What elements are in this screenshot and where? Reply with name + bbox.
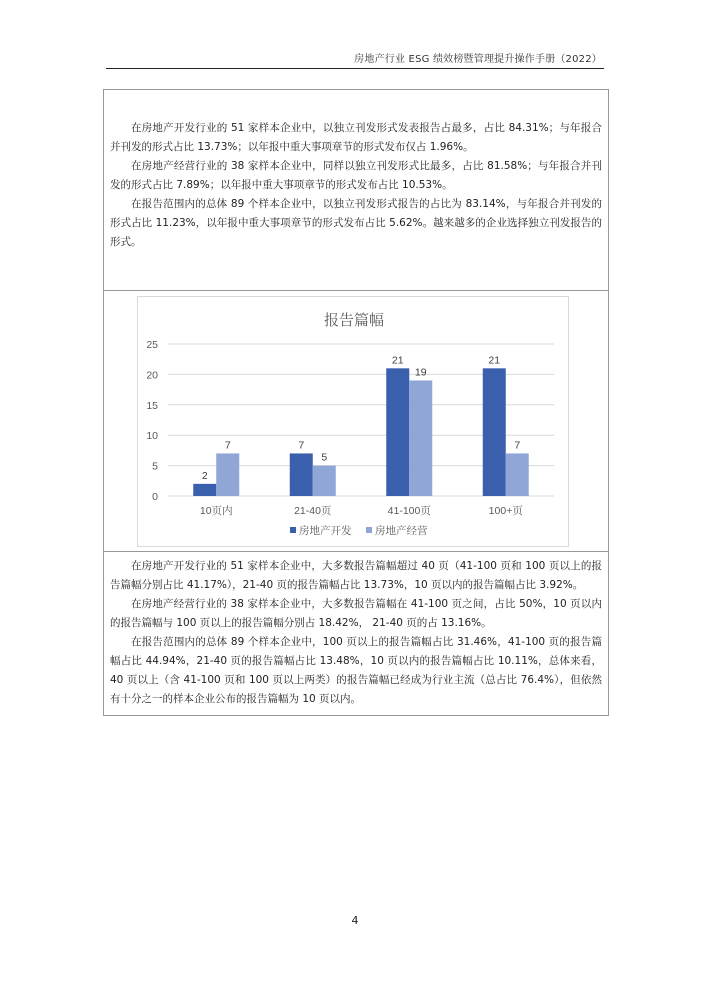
y-tick-label: 15 bbox=[146, 399, 158, 412]
bar-operation bbox=[506, 453, 529, 496]
y-tick-label: 20 bbox=[146, 369, 158, 382]
y-tick-label: 25 bbox=[146, 339, 158, 351]
bar-development bbox=[290, 453, 313, 496]
text-section-publication-form bbox=[103, 89, 609, 291]
bar-development bbox=[386, 368, 409, 496]
bar-development bbox=[483, 368, 506, 496]
data-label: 2 bbox=[201, 469, 208, 482]
x-tick-label: 21-40页 bbox=[294, 505, 332, 517]
bar-operation bbox=[409, 380, 432, 496]
page-number: 4 bbox=[351, 914, 359, 927]
y-tick-label: 10 bbox=[146, 430, 158, 443]
paragraph: 在房地产开发行业的 51 家样本企业中，大多数报告篇幅超过 40 页（41-100 页和 100 页以上的报告篇幅分别占比 41.17%），21-40 页的报告篇幅占比 13.73%，10 页以内的报告篇幅占比 3.92%。 bbox=[110, 560, 602, 591]
legend-label: 房地产经营 bbox=[375, 525, 428, 537]
legend-swatch bbox=[366, 527, 372, 533]
legend-label: 房地产开发 bbox=[299, 525, 352, 537]
paragraph: 在报告范围内的总体 89 个样本企业中，100 页以上的报告篇幅占比 31.46%，41-100 页的报告篇幅占比 44.94%，21-40 页的报告篇幅占比 13.48%，10 页以内的报告篇幅占比 10.11%，总体来看，40 页以上（含 41-100 页和 100 页以上两类）的报告篇幅已经成为行业主流（总占比 76.4%），但依然有十分之一的样本企业公布的报告篇幅为 10 页以内。 bbox=[110, 636, 602, 705]
data-label: 21 bbox=[391, 354, 404, 367]
chart-report-length bbox=[137, 296, 569, 547]
y-tick-label: 0 bbox=[152, 491, 158, 503]
bar-operation bbox=[313, 466, 336, 496]
y-tick-label: 5 bbox=[152, 460, 158, 473]
paragraph: 在房地产开发行业的 51 家样本企业中，以独立刊发形式发表报告占最多，占比 84.31%；与年报合并刊发的形式占比 13.73%；以年报中重大事项章节的形式发布仅占 1.96%。 bbox=[110, 122, 602, 153]
x-tick-label: 41-100页 bbox=[387, 505, 431, 517]
data-label: 5 bbox=[321, 451, 328, 464]
x-tick-label: 10页内 bbox=[199, 505, 233, 517]
chart-title: 报告篇幅 bbox=[323, 312, 385, 329]
paragraph: 在房地产经营行业的 38 家样本企业中，同样以独立刊发形式比最多，占比 81.58%；与年报合并刊发的形式占比 7.89%；以年报中重大事项章节的形式发布占比 10.53%。 bbox=[110, 160, 602, 191]
data-label: 7 bbox=[298, 439, 305, 452]
page-header-title: 房地产行业 ESG 绩效榜暨管理提升操作手册（2022） bbox=[354, 54, 602, 65]
x-tick-label: 100+页 bbox=[488, 505, 523, 517]
data-label: 21 bbox=[488, 354, 501, 367]
paragraph: 在房地产经营行业的 38 家样本企业中，大多数报告篇幅在 41-100 页之间，占比 50%，10 页以内的报告篇幅与 100 页以上的报告篇幅分别占 18.42%， 21-40 页的占 13.16%。 bbox=[110, 598, 602, 629]
legend-swatch bbox=[290, 527, 296, 533]
data-label: 19 bbox=[414, 366, 427, 379]
header-rule bbox=[106, 68, 604, 69]
data-label: 7 bbox=[514, 439, 521, 452]
bar-development bbox=[193, 484, 216, 496]
text-section-report-length bbox=[103, 551, 609, 716]
data-label: 7 bbox=[224, 439, 231, 452]
bar-operation bbox=[216, 453, 239, 496]
bar-chart bbox=[138, 297, 570, 548]
paragraph: 在报告范围内的总体 89 个样本企业中，以独立刊发形式报告的占比为 83.14%，与年报合并刊发的形式占比 11.23%，以年报中重大事项章节的形式发布占比 5.62%。越来越多的企业选择独立刊发报告的形式。 bbox=[110, 198, 602, 248]
